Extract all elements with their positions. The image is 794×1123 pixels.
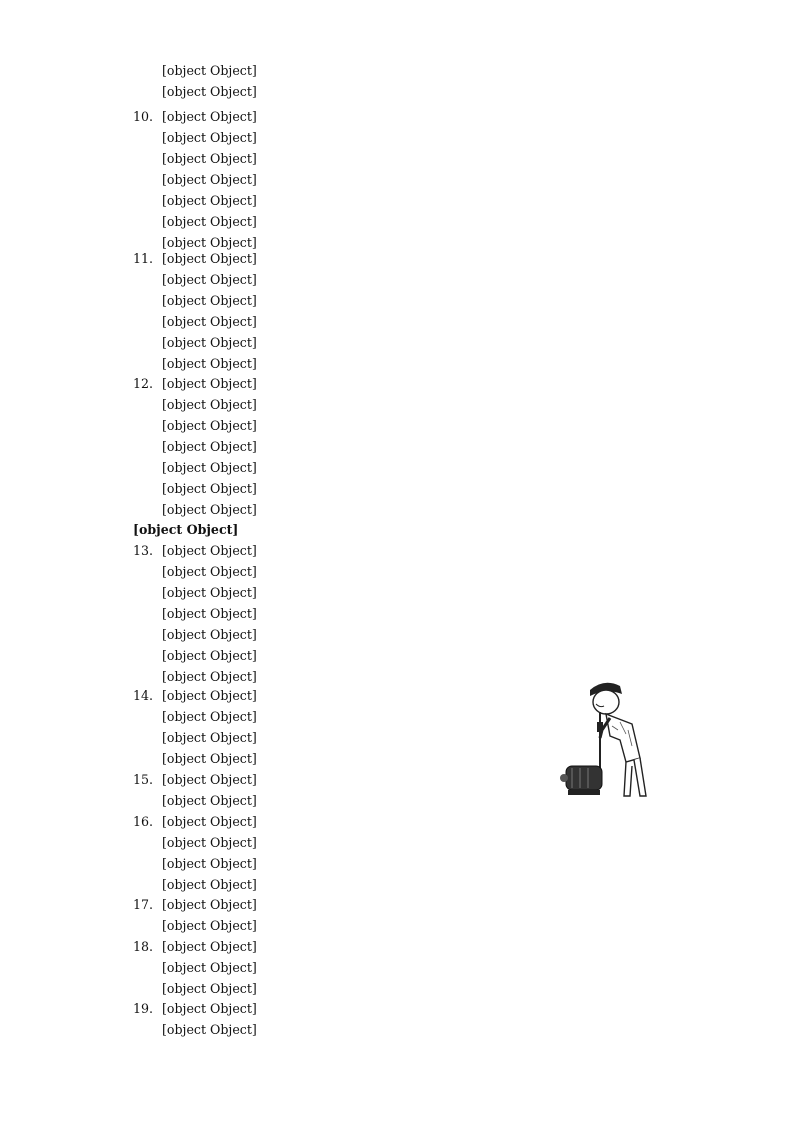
question-text: [object Object] <box>162 981 257 996</box>
option-line: [object Object] <box>162 235 257 250</box>
question-number-16: 16. <box>133 814 154 829</box>
question-text: [object Object] <box>162 585 257 600</box>
question-text: [object Object] <box>162 606 257 621</box>
question-text: [object Object] <box>162 814 257 829</box>
question-number-18: 18. <box>133 939 154 954</box>
option-line: [object Object] <box>162 293 257 308</box>
question-text: [object Object] <box>162 730 257 745</box>
option-line: [object Object] <box>162 335 257 350</box>
option-line: [object Object] <box>162 356 257 371</box>
question-text: [object Object] <box>162 835 257 850</box>
question-text: [object Object] <box>162 856 257 871</box>
question-text: [object Object] <box>162 251 257 266</box>
question-text: [object Object] <box>162 418 257 433</box>
question-text: [object Object] <box>162 897 257 912</box>
question-text: [object Object] <box>162 793 257 808</box>
question-number-17: 17. <box>133 897 154 912</box>
question-text: [object Object] <box>162 709 257 724</box>
question-text: [object Object] <box>162 1001 257 1016</box>
option-line: [object Object] <box>162 63 257 78</box>
option-line: [object Object] <box>162 193 257 208</box>
option-line: [object Object] <box>162 172 257 187</box>
question-text: [object Object] <box>162 877 257 892</box>
option-line: [object Object] <box>162 214 257 229</box>
question-number-10: 10. <box>133 109 154 124</box>
question-text: [object Object] <box>162 751 257 766</box>
option-line: [object Object] <box>162 481 257 496</box>
question-number-11: 11. <box>133 251 154 266</box>
question-text: [object Object] <box>162 397 257 412</box>
question-text: [object Object] <box>162 1022 257 1037</box>
option-line: [object Object] <box>162 272 257 287</box>
question-text: [object Object] <box>162 918 257 933</box>
question-text: [object Object] <box>162 960 257 975</box>
question-number-14: 14. <box>133 688 154 703</box>
question-number-13: 13. <box>133 543 154 558</box>
question-text: [object Object] <box>162 627 257 642</box>
worker-motor-illustration-icon <box>560 678 662 802</box>
section-heading: [object Object] <box>133 522 239 537</box>
option-line: [object Object] <box>162 314 257 329</box>
option-line: [object Object] <box>162 502 257 517</box>
question-number-15: 15. <box>133 772 154 787</box>
question-number-19: 19. <box>133 1001 154 1016</box>
question-text: [object Object] <box>162 376 257 391</box>
question-text: [object Object] <box>162 564 257 579</box>
option-line: [object Object] <box>162 460 257 475</box>
question-text: [object Object] <box>162 669 257 684</box>
question-number-12: 12. <box>133 376 154 391</box>
question-text: [object Object] <box>162 939 257 954</box>
option-line: [object Object] <box>162 84 257 99</box>
question-text: [object Object] <box>162 151 257 166</box>
question-text: [object Object] <box>162 772 257 787</box>
question-text: [object Object] <box>162 688 257 703</box>
question-text: [object Object] <box>162 543 257 558</box>
question-text: [object Object] <box>162 130 257 145</box>
question-text: [object Object] <box>162 648 257 663</box>
option-line: [object Object] <box>162 439 257 454</box>
question-text: [object Object] <box>162 109 257 124</box>
